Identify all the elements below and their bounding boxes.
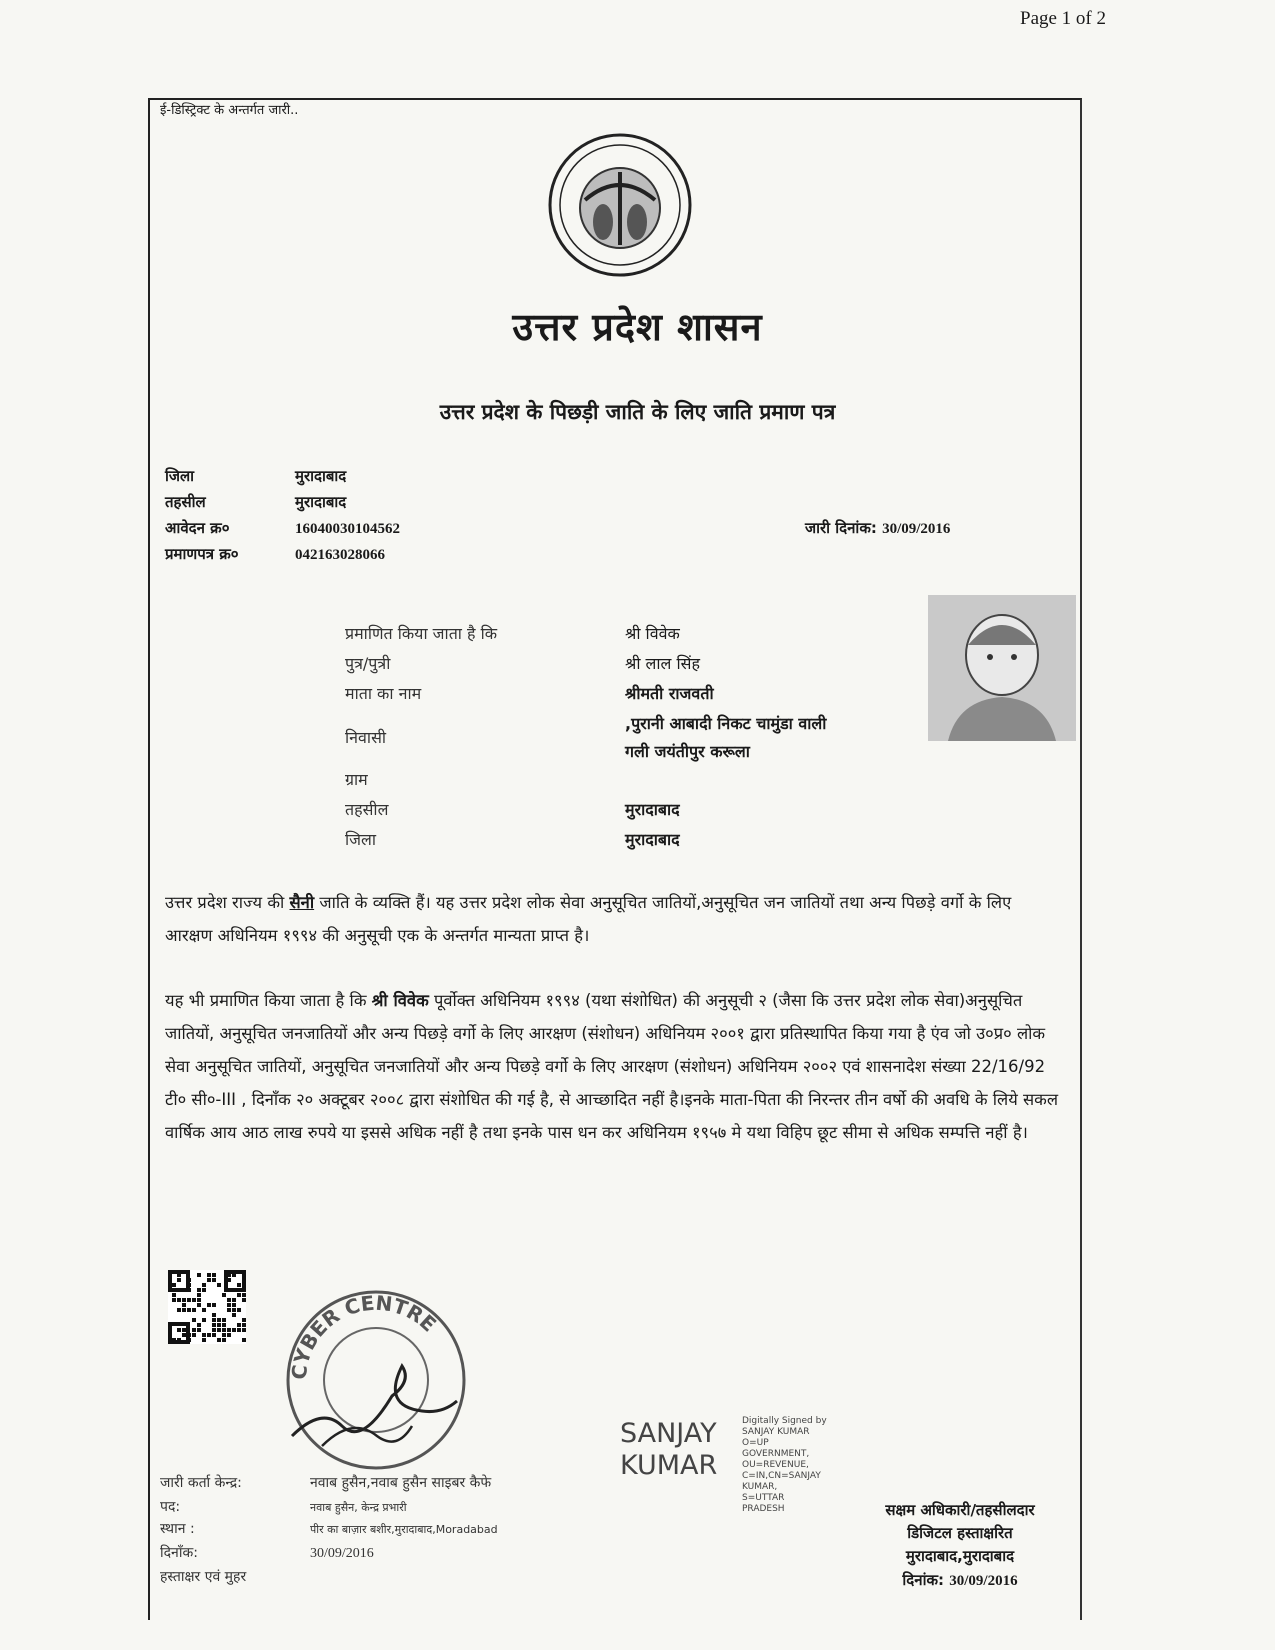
- issuer-place: स्थान : पीर का बाज़ार बशीर,मुरादाबाद,Moradabad: [160, 1521, 498, 1537]
- mother-name: श्रीमती राजवती: [625, 684, 714, 703]
- issuer-post: पद: नवाब हुसैन, केन्द्र प्रभारी: [160, 1499, 407, 1515]
- caste-paragraph: उत्तर प्रदेश राज्य की सैनी जाति के व्यक्ति हैं। यह उत्तर प्रदेश लोक सेवा अनुसूचित जातियों,अनुसूचित जन जातियों तथा अन्य पिछड़े वर्गो के लिए आरक्षण अधिनियम १९९४ की अनुसूची एक के अन्तर्गत मान्यता प्राप्त है।: [165, 893, 1012, 945]
- mother-label: माता का नाम: [345, 684, 422, 703]
- detail-tehsil-label: तहसील: [345, 800, 389, 819]
- certificate-subtitle: उत्तर प्रदेश के पिछड़ी जाति के लिए जाति प्रमाण पत्र: [439, 400, 836, 424]
- page-title: उत्तर प्रदेश शासन: [512, 305, 763, 349]
- authority-location: मुरादाबाद,मुरादाबाद: [905, 1547, 1015, 1565]
- applicant-name: श्री विवेक: [625, 624, 680, 643]
- authority-digital-sign: डिजिटल हस्ताक्षरित: [907, 1524, 1013, 1542]
- meta-certificate-number: प्रमाणपत्र क्र० 042163028066: [165, 545, 385, 563]
- cyber-centre-seal: [282, 1286, 470, 1474]
- parent-label: पुत्र/पुत्री: [345, 654, 391, 673]
- creamy-layer-paragraph: यह भी प्रमाणित किया जाता है कि श्री विवेक पूर्वोक्त अधिनियम १९९४ (यथा संशोधित) की अनुसूची २ (जैसा कि उत्तर प्रदेश लोक सेवा)अनुसूचित जातियों, अनुसूचित जनजातियों और अन्य पिछड़े वर्गो के लिए आरक्षण (संशोधन) अधिनियम २००१ द्वारा प्रतिस्थापित किया गया है एंव जो उ०प्र० लोक सेवा अनुसूचित जातियों, अनुसूचित जनजातियों और अन्य पिछड़े वर्गो के लिए आरक्षण (संशोधन) अधिनियम २००२ एवं शासनादेश संख्या 22/16/92 टी० सी०-III , दिनाँक २० अक्टूबर २००८ द्वारा संशोधित की गई है, से आच्छादित नहीं है।इनके माता-पिता की निरन्तर तीन वर्षो की अवधि के लिये सकल वार्षिक आय आठ लाख रुपये या इससे अधिक नहीं है तथा इनके पास धन कर अधिनियम १९५७ मे यथा विहिप छूट सीमा से अधिक सम्पत्ति नहीं है।: [165, 991, 1059, 1142]
- father-name: श्री लाल सिंह: [625, 654, 700, 673]
- resident-address-line2: गली जयंतीपुर करूला: [625, 742, 750, 761]
- issue-date: जारी दिनांक: 30/09/2016: [805, 519, 951, 537]
- caste-name: सैनी: [289, 893, 315, 912]
- seal-text: CYBER CENTRE: [286, 1290, 442, 1381]
- qr-code: [168, 1270, 246, 1344]
- digital-signature-details: Digitally Signed by SANJAY KUMAR O=UP GOVERNMENT, OU=REVENUE, C=IN,CN=SANJAY KUMAR, S=UTTAR PRADESH: [742, 1416, 827, 1514]
- resident-label: निवासी: [345, 728, 387, 747]
- meta-tehsil: तहसील मुरादाबाद: [165, 493, 347, 511]
- certify-label: प्रमाणित किया जाता है कि: [345, 624, 498, 643]
- detail-district-label: जिला: [345, 830, 377, 849]
- authority-title: सक्षम अधिकारी/तहसीलदार: [885, 1501, 1035, 1519]
- meta-district: जिला मुरादाबाद: [165, 467, 347, 485]
- page-number: Page 1 of 2: [1020, 8, 1107, 29]
- applicant-photo: [928, 595, 1076, 741]
- detail-tehsil-value: मुरादाबाद: [625, 800, 680, 819]
- header-note: ई-डिस्ट्रिक्ट के अन्तर्गत जारी..: [160, 103, 299, 118]
- issuing-centre: जारी कर्ता केन्द्र: नवाब हुसैन,नवाब हुसैन साइबर कैफे: [160, 1475, 492, 1491]
- authority-date: दिनांक: 30/09/2016: [902, 1571, 1018, 1589]
- up-state-emblem-icon: [545, 130, 695, 280]
- digital-signature-name: SANJAY KUMAR: [620, 1418, 718, 1481]
- sign-and-seal-label: हस्ताक्षर एवं मुहर: [160, 1569, 247, 1585]
- resident-address-line1: ,पुरानी आबादी निकट चामुंडा वाली: [625, 714, 827, 733]
- meta-application-number: आवेदन क्र० 160400301045​62: [165, 519, 400, 537]
- village-label: ग्राम: [345, 770, 368, 789]
- issuer-date: दिनाँक: 30/09/2016: [160, 1545, 374, 1561]
- detail-district-value: मुरादाबाद: [625, 830, 680, 849]
